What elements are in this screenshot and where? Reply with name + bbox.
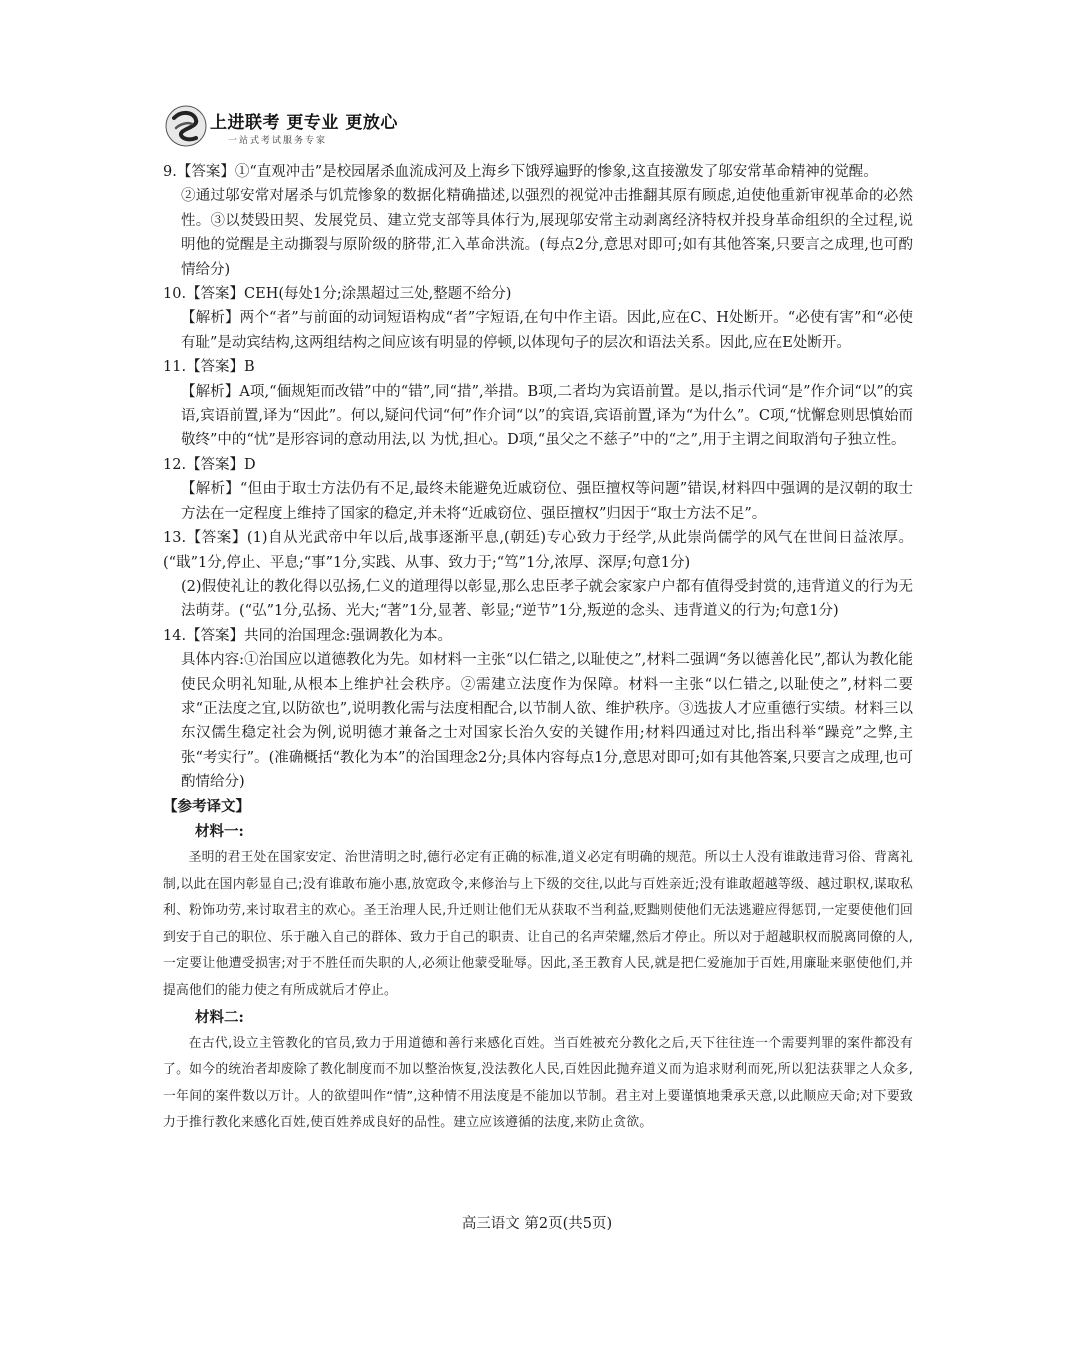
answer-content (163, 160, 913, 1137)
question-14 (163, 624, 913, 795)
analysis-text: 【解析】两个“者”与前面的动词短语构成“者”字短语,在句中作主语。因此,应在C、H处断开。“必使有害”和“必使有耻”是动宾结构,这两组结构之间应该有明显的停顿,以体现句子的层次和语法关系。因此,应在E处断开。 (181, 310, 913, 351)
material-2-text: 在古代,设立主管教化的官员,致力于用道德和善行来感化百姓。当百姓被充分教化之后,天下往往连一个需要判罪的案件都没有了。如今的统治者却废除了教化制度而不加以整治恢复,没法教化人民,百姓因此抛弃道义而为追求财利而死,所以犯法获罪之人众多,一年间的案件数以万计。人的欲望叫作“情”,这种情不用法度是不能加以节制。君主对上要谨慎地秉承天意,以此顺应天命;对下要致力于推行教化来感化百姓,使百姓养成良好的品性。建立应该遵循的法度,来防止贪欲。 (163, 1035, 913, 1131)
question-9 (163, 160, 913, 282)
answer-text: 【答案】D (186, 456, 256, 473)
question-number: 10. (163, 286, 187, 303)
answer-detail: 具体内容:①治国应以道德教化为先。如材料一主张“以仁错之,以耻使之”,材料二强调“务以德善化民”,都认为教化能使民众明礼知耻,从根本上维护社会秩序。②需建立法度作为保障。材料一主张“以仁错之,以耻使之”,材料二要求“正法度之宜,以防欲也”,说明教化需与法度相配合,以节制人欲、维护秩序。③选拔人才应重德行实绩。材料三以东汉儒生稳定社会为例,说明德才兼备之士对国家长治久安的关键作用;材料四通过对比,指出科举“躁竞”之弊,主张“考实行”。(准确概括“教化为本”的治国理念2分;具体内容每点1分,意思对即可;如有其他答案,只要言之成理,也可酌情给分) (181, 652, 913, 791)
question-number: 9. (163, 164, 177, 180)
answer-part-2: (2)假使礼让的教化得以弘扬,仁义的道理得以彰显,那么忠臣孝子就会家家户户都有值得受封赏的,违背道义的行为无法萌芽。(“弘”1分,弘扬、光大;“著”1分,显著、彰显;“逆节”1分,叛逆的念头、违背道义的行为;句意1分) (181, 578, 913, 620)
brand-logo-icon (164, 104, 208, 148)
answer-text: 【答案】共同的治国理念:强调教化为本。 (186, 627, 452, 644)
answer-text: 【答案】CEH(每处1分;涂黑超过三处,整题不给分) (186, 286, 512, 303)
page-footer: 高三语文 第2页(共5页) (461, 1216, 613, 1232)
analysis-text: 【解析】“但由于取士方法仍有不足,最终未能避免近戚窃位、强臣擅权等问题”错误,材料四中强调的是汉朝的取士方法在一定程度上维持了国家的稳定,并未将“近戚窃位、强臣擅权”归因于“取士方法不足”。 (181, 481, 913, 522)
material-1-text: 圣明的君王处在国家安定、治世清明之时,德行必定有正确的标准,道义必定有明确的规范。所以士人没有谁敢违背习俗、背离礼制,以此在国内彰显自己;没有谁敢布施小惠,放宽政令,来修治与上下级的交往,以此与百姓亲近;没有谁敢超越等级、越过职权,谋取私利、粉饰功劳,来讨取君主的欢心。圣王治理人民,升迁则让他们无从获取不当利益,贬黜则使他们无法逃避应得惩罚,一定要使他们回到安于自己的职位、乐于融入自己的群体、致力于自己的职责、让自己的名声荣耀,然后才停止。所以对于超越职权而脱离同僚的人,一定要让他遭受损害;对于不胜任而失职的人,必须让他蒙受耻辱。因此,圣王教育人民,就是把仁爱施加于百姓,用廉耻来驱使他们,并提高他们的能力使之有所成就后才停止。 (163, 849, 913, 998)
answer-text: 【答案】(1)自从光武帝中年以后,战事逐渐平息,(朝廷)专心致力于经学,从此崇尚儒学的风气在世间日益浓厚。(“戢”1分,停止、平息;“事”1分,实践、从事、致力于;“笃”1分,浓厚、深厚;句意1分) (163, 530, 913, 571)
question-number: 12. (163, 456, 187, 473)
question-number: 11. (163, 359, 187, 376)
question-13 (163, 526, 913, 624)
question-number: 14. (163, 627, 187, 644)
answer-continuation: ②通过邬安常对屠杀与饥荒惨象的数据化精确描述,以强烈的视觉冲击推翻其原有顾虑,迫使他重新审视革命的必然性。③以焚毁田契、发展党员、建立党支部等具体行为,展现邬安常主动剥离经济特权并投身革命组织的全过程,说明他的觉醒是主动撕裂与原阶级的脐带,汇入革命洪流。(每点2分,意思对即可;如有其他答案,只要言之成理,也可酌情给分) (181, 188, 913, 278)
material-2-title: 材料二: (195, 1008, 244, 1026)
material-1-title: 材料一: (195, 822, 244, 840)
question-10 (163, 282, 913, 355)
question-number: 13. (163, 530, 187, 547)
analysis-text: 【解析】A项,“偭规矩而改错”中的“错”,同“措”,举措。B项,二者均为宾语前置。是以,指示代词“是”作介词“以”的宾语,宾语前置,译为“因此”。何以,疑问代词“何”作介词“以”的宾语,宾语前置,译为“为什么”。C项,“忧懈怠则思慎始而敬终”中的“忧”是形容词的意动用法,以 为忧,担心。D项,“虽父之不慈子”中的“之”,用于主谓之间取消句子独立性。 (181, 383, 913, 449)
translation-heading: 【参考译文】 (163, 797, 250, 815)
answer-text: 【答案】①“直观冲击”是校园屠杀血流成河及上海乡下饿殍遍野的惨象,这直接激发了邬安常革命精神的觉醒。 (176, 164, 878, 180)
answer-text: 【答案】B (186, 359, 255, 376)
page-header (160, 100, 420, 156)
question-12 (163, 453, 913, 526)
brand-title: 上进联考 更专业 更放心 (210, 113, 398, 133)
question-11 (163, 355, 913, 453)
brand-slogan: 一站式考试服务专家 (228, 136, 328, 146)
